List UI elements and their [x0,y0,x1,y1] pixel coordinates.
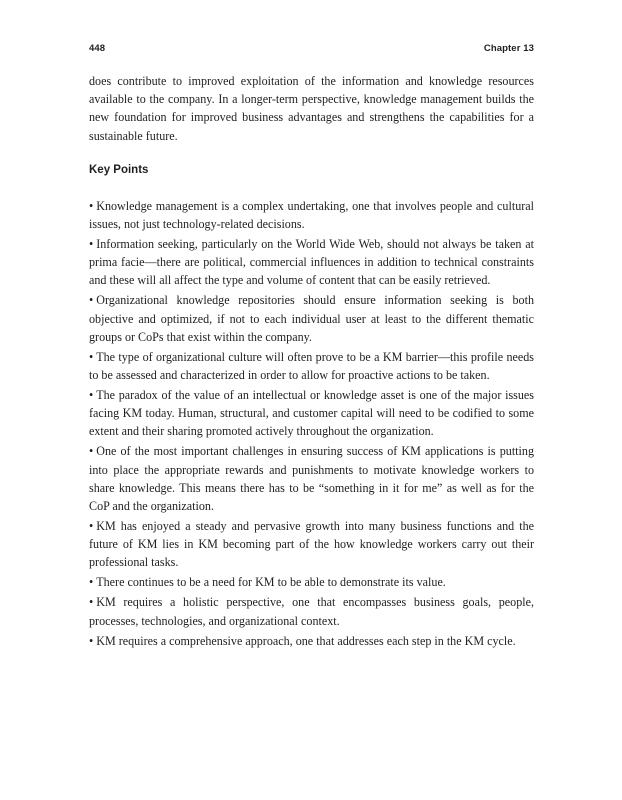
key-point-text: KM has enjoyed a steady and pervasive growth into many business functions and the future of KM lies in KM becoming part of the how knowledge workers carry out their professional tasks. [89,519,534,570]
bullet-icon: • [89,575,94,590]
bullet-icon: • [89,633,94,648]
key-point-4 [89,348,534,384]
page-number: 448 [89,43,106,54]
section-heading: Key Points [89,163,149,176]
key-point-text: The paradox of the value of an intellectual or knowledge asset is one of the major issues facing KM today. Human, structural, and customer capital will need to be codified to some extent and their sharing promoted actively throughout the organization. [89,388,534,439]
bullet-icon: • [89,444,94,459]
key-point-7 [89,517,534,572]
intro-paragraph: does contribute to improved exploitation of the information and knowledge resources available to the company. In a longer-term perspective, knowledge management builds the new foundation for improved business advantages and strengthens the capabilities for a sustainable future. [89,74,534,143]
key-point-text: There continues to be a need for KM to be able to demonstrate its value. [96,575,446,590]
key-point-text: Knowledge management is a complex undertaking, one that involves people and cultural issues, not just technology-related decisions. [89,198,534,232]
key-point-6 [89,442,534,515]
key-point-8 [89,573,534,591]
bullet-icon: • [89,198,94,213]
key-point-1 [89,197,534,233]
key-point-text: KM requires a comprehensive approach, one that addresses each step in the KM cycle. [96,633,516,648]
running-header [89,43,534,57]
key-point-text: Organizational knowledge repositories should ensure information seeking is both objective and optimized, if not to each individual user at least to the different thematic groups or CoPs that exist within the company. [89,293,534,344]
key-point-5 [89,386,534,441]
key-point-2 [89,235,534,290]
chapter-label: Chapter 13 [483,43,534,54]
key-point-9 [89,593,534,629]
bullet-icon: • [89,519,94,534]
key-point-text: KM requires a holistic perspective, one that encompasses business goals, people, processes, technologies, and organizational context. [89,595,534,628]
key-point-text: One of the most important challenges in ensuring success of KM applications is putting into place the appropriate rewards and punishments to motivate knowledge workers to share knowledge. This means there has to be “something in it for me” as well as for the CoP and the organization. [89,444,534,514]
bullet-icon: • [89,293,94,308]
body-text [89,72,534,652]
key-point-text: Information seeking, particularly on the World Wide Web, should not always be taken at prima facie—there are political, commercial influences in addition to technical constraints and these will all affect the type and volume of content that can be easily retrieved. [89,237,534,288]
key-point-text: The type of organizational culture will often prove to be a KM barrier—this profile needs to be assessed and characterized in order to allow for proactive actions to be taken. [89,349,534,383]
bullet-icon: • [89,349,94,364]
key-point-10 [89,632,534,650]
bullet-icon: • [89,595,94,610]
bullet-icon: • [89,388,94,403]
bullet-icon: • [89,237,94,252]
key-point-3 [89,291,534,346]
key-points-list [89,197,534,650]
